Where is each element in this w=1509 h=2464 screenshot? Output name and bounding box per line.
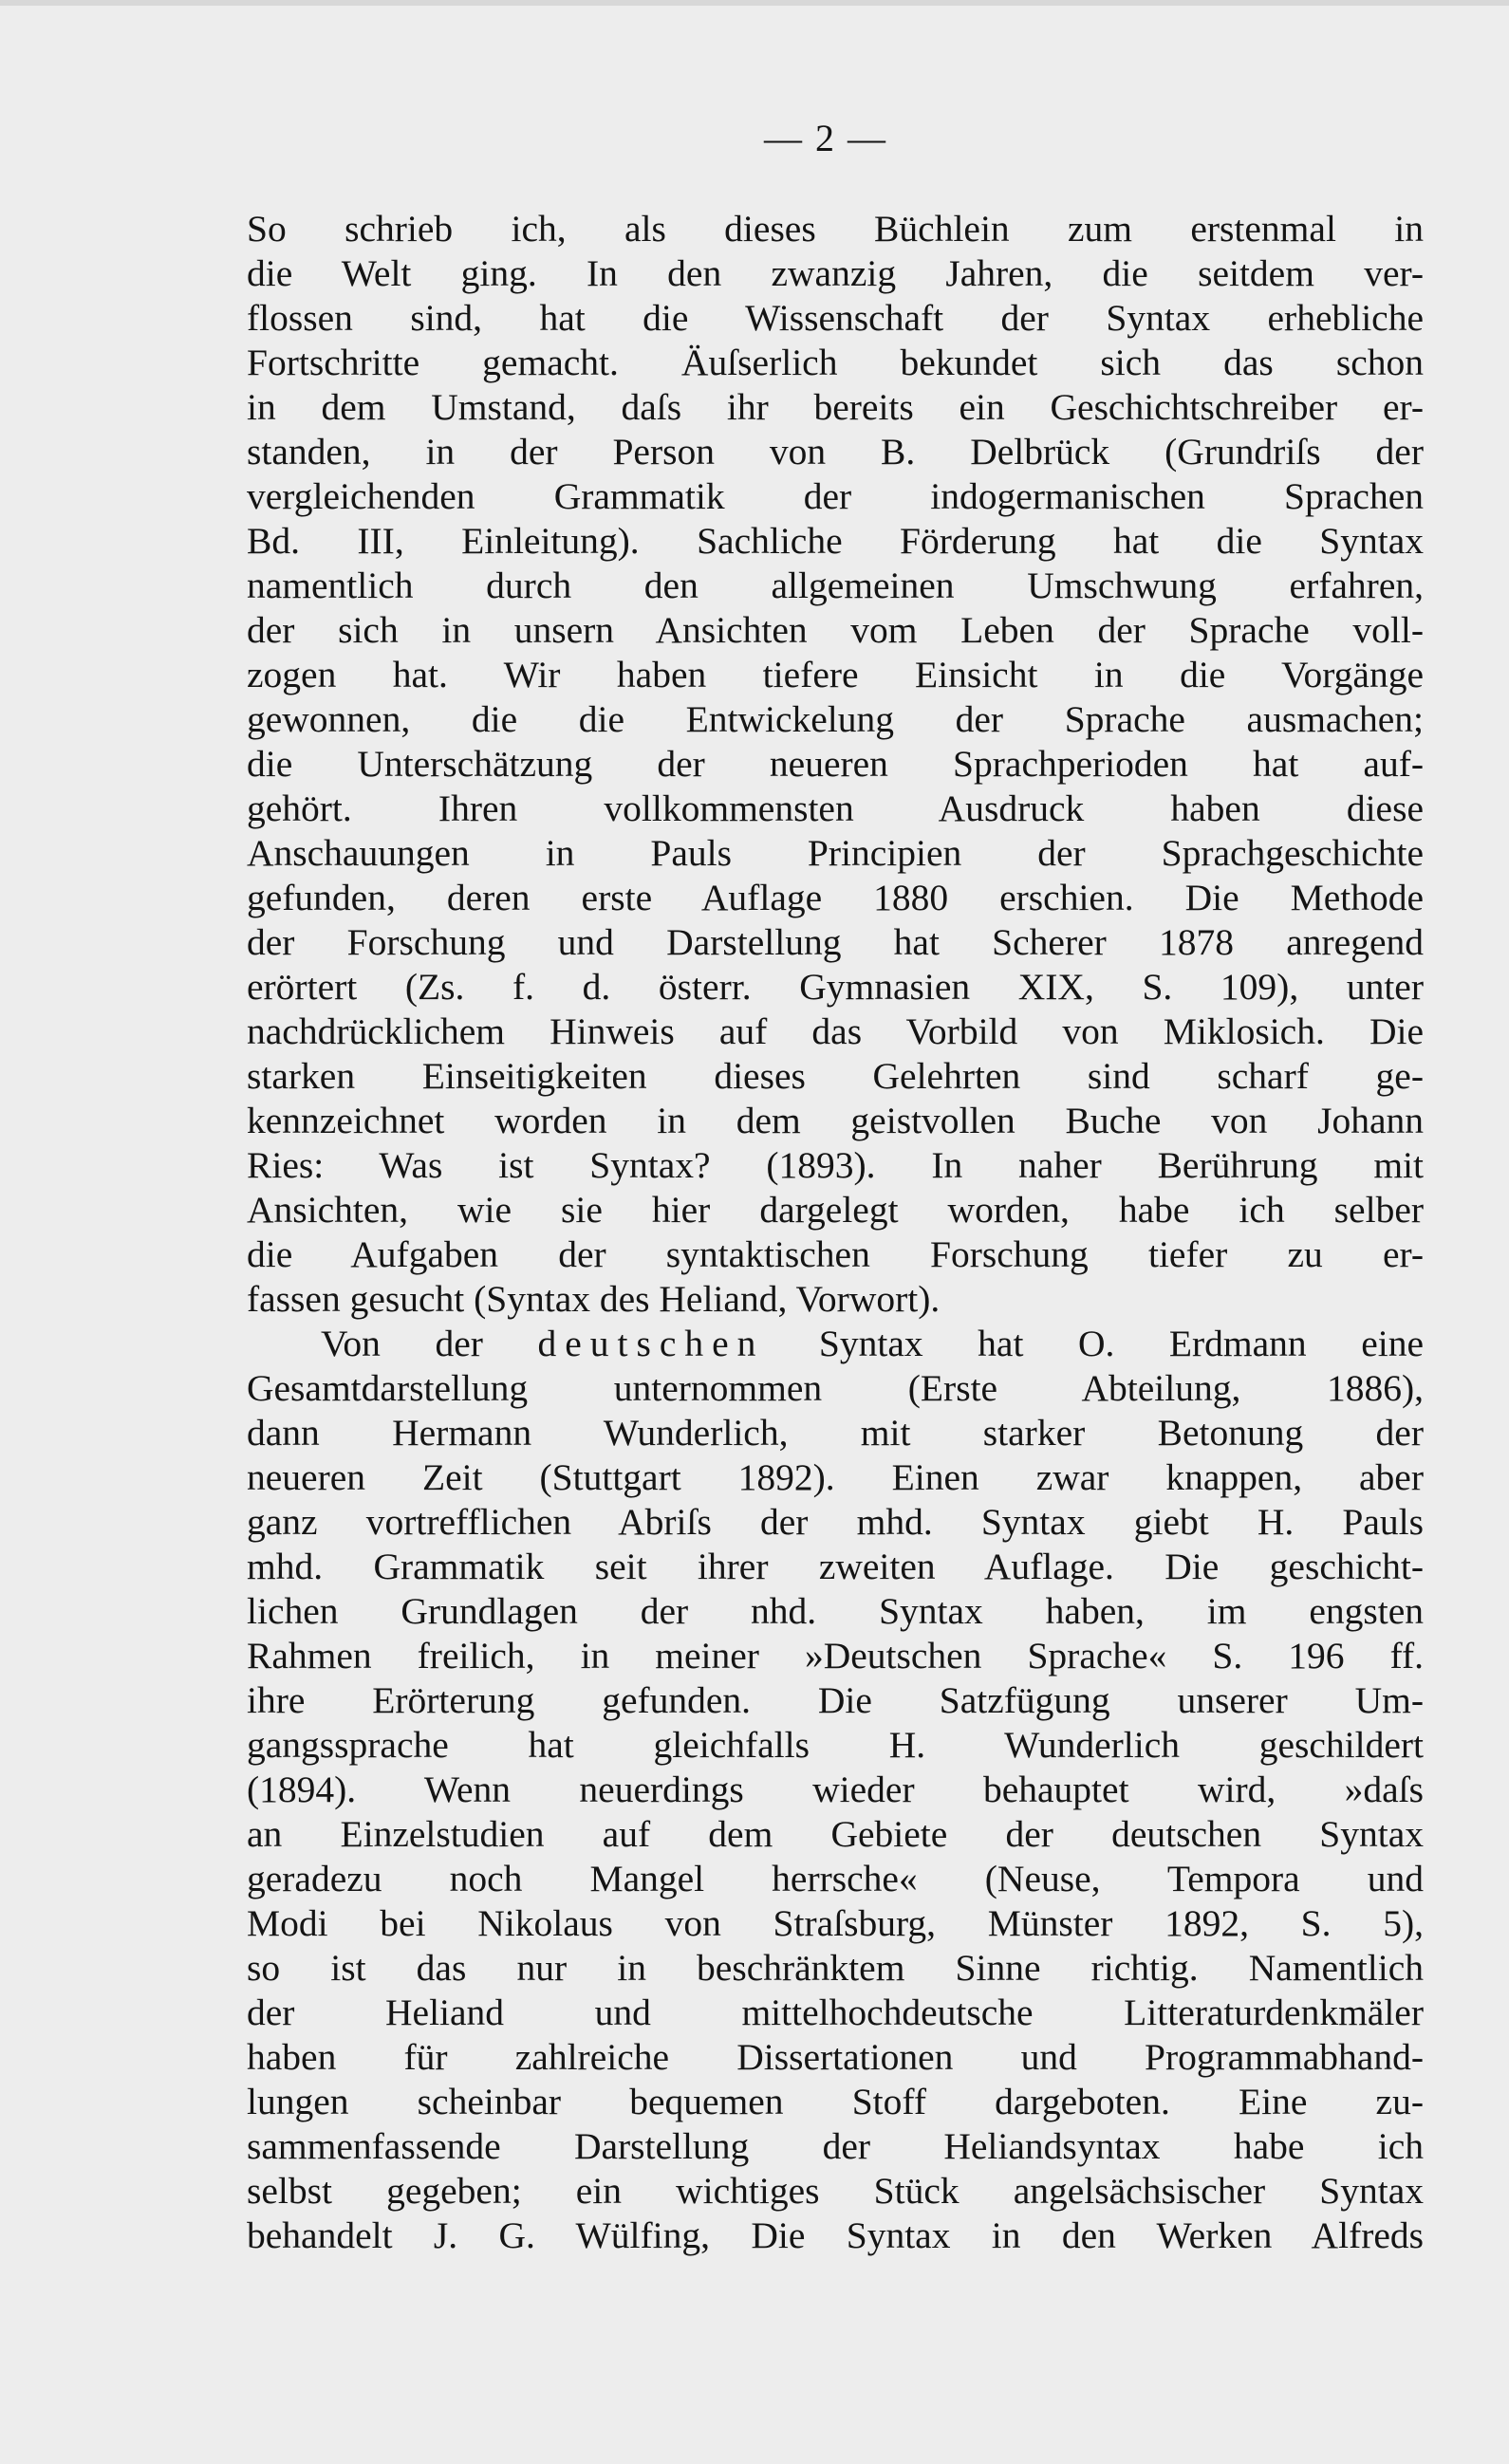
text-line: flossen sind, hat die Wissenschaft der Syntax erhebliche [247,297,1424,339]
text-line: nachdrücklichem Hinweis auf das Vorbild von Miklosich. Die [247,1010,1424,1052]
text-line: die Welt ging. In den zwanzig Jahren, die seitdem ver- [247,252,1424,294]
text-line: (1894). Wenn neuerdings wieder behauptet wird, »daſs [247,1769,1424,1810]
text-line: lungen scheinbar bequemen Stoff dargeboten. Eine zu- [247,2081,1424,2122]
paragraph-2 [247,1322,1424,2258]
text-line: gehört. Ihren vollkommensten Ausdruck haben diese [247,787,1424,829]
text-line: haben für zahlreiche Dissertationen und Programmabhand- [247,2036,1424,2078]
text-line: ihre Erörterung gefunden. Die Satzfügung unserer Um- [247,1679,1424,1721]
page-number: — 2 — [764,117,887,159]
text-line: an Einzelstudien auf dem Gebiete der deutschen Syntax [247,1813,1424,1855]
text-line: die Aufgaben der syntaktischen Forschung tiefer zu er- [247,1233,1424,1275]
text-line: Ansichten, wie sie hier dargelegt worden, habe ich selber [247,1189,1424,1231]
text-line: dann Hermann Wunderlich, mit starker Betonung der [247,1412,1424,1454]
text-line: Ries: Was ist Syntax? (1893). In naher Berührung mit [247,1144,1424,1186]
page-top-edge [0,0,1509,6]
text-line: geradezu noch Mangel herrsche« (Neuse, Tempora und [247,1858,1424,1899]
text-line: Gesamtdarstellung unternommen (Erste Abteilung, 1886), [247,1367,1424,1409]
text-line: gefunden, deren erste Auflage 1880 erschien. Die Methode [247,877,1424,918]
body-text [247,207,1424,2258]
text-line: Bd. III, Einleitung). Sachliche Förderung hat die Syntax [247,520,1424,562]
text-line: die Unterschätzung der neueren Sprachperioden hat auf- [247,743,1424,785]
text-line: standen, in der Person von B. Delbrück (Grundriſs der [247,431,1424,472]
text-line: sammenfassende Darstellung der Heliandsyntax habe ich [247,2125,1424,2167]
text-line: selbst gegeben; ein wichtiges Stück angelsächsischer Syntax [247,2170,1424,2212]
text-line: starken Einseitigkeiten dieses Gelehrten sind scharf ge- [247,1055,1424,1097]
text-line: der Heliand und mittelhochdeutsche Litteraturdenkmäler [247,1992,1424,2033]
paragraph-1 [247,207,1424,1322]
text-line: fassen gesucht (Syntax des Heliand, Vorwort). [247,1278,941,1320]
first-line-before: Von der [321,1323,538,1364]
first-line-after: Syntax hat O. Erdmann eine [764,1323,1424,1364]
text-line: Anschauungen in Pauls Principien der Sprachgeschichte [247,832,1424,874]
text-line: So schrieb ich, als dieses Büchlein zum erstenmal in [247,208,1424,250]
text-line: namentlich durch den allgemeinen Umschwung erfahren, [247,565,1424,606]
text-line: behandelt J. G. Wülfing, Die Syntax in den Werken Alfreds [247,2214,1424,2256]
text-line: erörtert (Zs. f. d. österr. Gymnasien XIX, S. 109), unter [247,966,1424,1008]
text-line: zogen hat. Wir haben tiefere Einsicht in die Vorgänge [247,654,1424,695]
text-line: neueren Zeit (Stuttgart 1892). Einen zwar knappen, aber [247,1456,1424,1498]
text-line: mhd. Grammatik seit ihrer zweiten Auflage. Die geschicht- [247,1546,1424,1587]
text-line: der Forschung und Darstellung hat Scherer 1878 anregend [247,921,1424,963]
text-line: der sich in unsern Ansichten vom Leben der Sprache voll- [247,609,1424,651]
text-line: gewonnen, die die Entwickelung der Sprache ausmachen; [247,698,1424,740]
text-line: ganz vortrefflichen Abriſs der mhd. Syntax giebt H. Pauls [247,1501,1424,1543]
paragraph-first-line [247,1322,1424,1366]
emphasized-word: deutschen [537,1323,765,1364]
text-line: Modi bei Nikolaus von Straſsburg, Münster 1892, S. 5), [247,1902,1424,1944]
text-line: gangssprache hat gleichfalls H. Wunderlich geschildert [247,1724,1424,1766]
text-line: Fortschritte gemacht. Äuſserlich bekundet sich das schon [247,342,1424,383]
text-line: so ist das nur in beschränktem Sinne richtig. Namentlich [247,1947,1424,1989]
text-line: lichen Grundlagen der nhd. Syntax haben, im engsten [247,1590,1424,1632]
text-line: in dem Umstand, daſs ihr bereits ein Geschichtschreiber er- [247,386,1424,428]
text-line: Rahmen freilich, in meiner »Deutschen Sprache« S. 196 ff. [247,1635,1424,1677]
text-line: vergleichenden Grammatik der indogermanischen Sprachen [247,475,1424,517]
text-line: kennzeichnet worden in dem geistvollen Buche von Johann [247,1100,1424,1141]
